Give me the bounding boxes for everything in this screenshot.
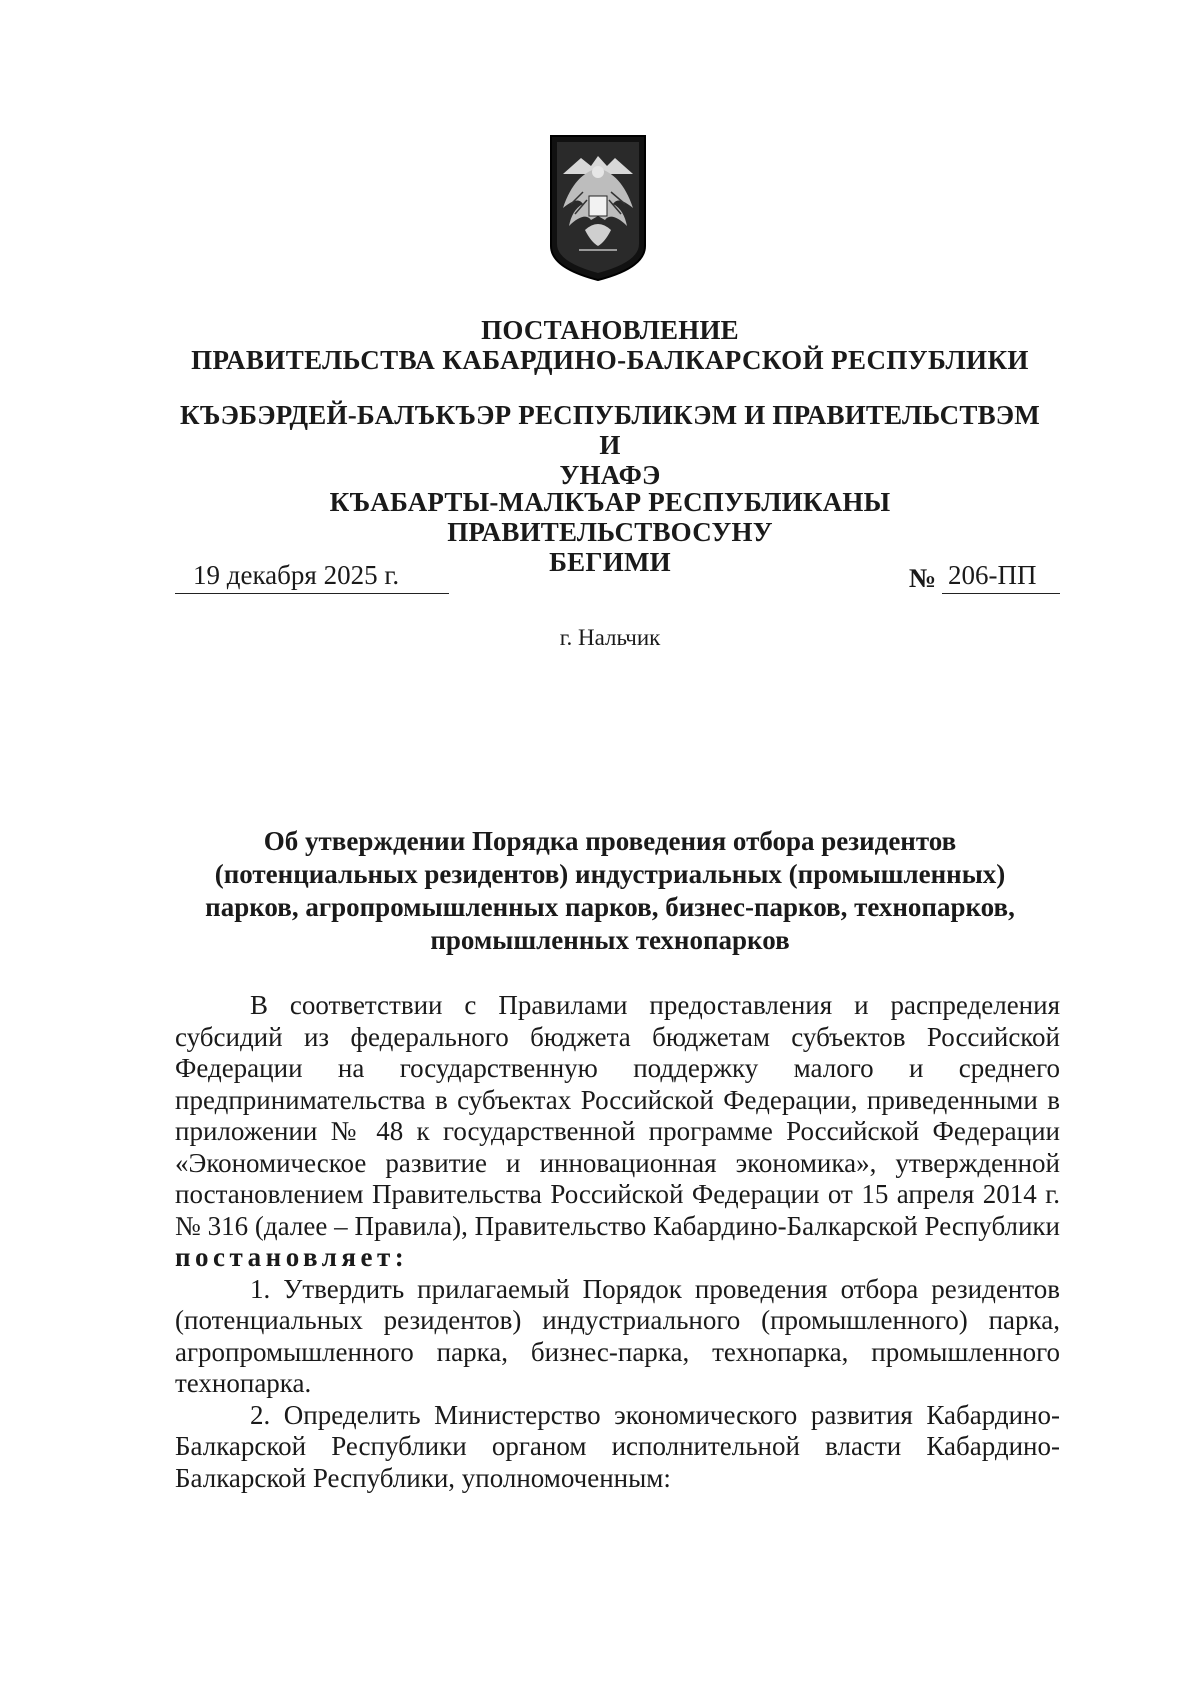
body-paragraph-preamble (175, 990, 1060, 1274)
body-paragraph-item-1: 1. Утвердить прилагаемый Порядок проведения отбора резидентов (потенциальных резидентов) индустриального (промышленного) парка, агропромышленного парка, бизнес-парка, технопарка, промышленного технопарка. (175, 1273, 1060, 1398)
resolution-number-block (909, 560, 1060, 594)
resolution-heading (170, 315, 1050, 375)
kabardian-heading-line1: КЪЭБЭРДЕЙ-БАЛЪКЪЭР РЕСПУБЛИКЭМ И ПРАВИТЕЛЬСТВЭМ И (180, 400, 1040, 460)
document-title-line2: (потенциальных резидентов) индустриальных (промышленных) (214, 859, 1006, 889)
resolution-heading-line1: ПОСТАНОВЛЕНИЕ (481, 315, 739, 345)
resolution-number: 206-ПП (942, 560, 1060, 594)
document-title-line1: Об утверждении Порядка проведения отбора резидентов (263, 826, 957, 856)
kabardian-heading-line2: УНАФЭ (559, 460, 661, 490)
balkar-heading-line1: КЪАБАРТЫ-МАЛКЪАР РЕСПУБЛИКАНЫ ПРАВИТЕЛЬСТВОСУНУ (329, 487, 891, 547)
document-title (170, 825, 1050, 957)
body-paragraph-item-2: 2. Определить Министерство экономического развития Кабардино-Балкарской Республики органом исполнительной власти Кабардино-Балкарской Республики, уполномоченным: (175, 1399, 1060, 1493)
city-name: г. Нальчик (559, 625, 661, 650)
document-title-line4: промышленных технопарков (430, 925, 790, 955)
kabardian-heading (170, 400, 1050, 490)
resolves-keyword: постановляет: (175, 1242, 409, 1272)
resolution-heading-line2: ПРАВИТЕЛЬСТВА КАБАРДИНО-БАЛКАРСКОЙ РЕСПУБЛИКИ (191, 345, 1029, 375)
date-number-row (175, 560, 1060, 596)
resolution-date: 19 декабря 2025 г. (175, 560, 449, 594)
coat-of-arms-emblem (549, 134, 647, 282)
document-body (175, 990, 1060, 1494)
document-title-line3: парков, агропромышленных парков, бизнес-парков, технопарков, (205, 892, 1015, 922)
preamble-text: В соответствии с Правилами предоставления и распределения субсидий из федерального бюджета бюджетам субъектов Российской Федерации на государственную поддержку малого и среднего предпринимательства в субъектах Российской Федерации, приведенными в приложении № 48 к государственной программе Российской Федерации «Экономическое развитие и инновационная экономика», утвержденной постановлением Правительства Российской Федерации от 15 апреля 2014 г. № 316 (далее – Правила), Правительство Кабардино-Балкарской Республики (175, 990, 1060, 1241)
coat-of-arms-icon (549, 134, 647, 282)
number-sign: № (908, 563, 936, 593)
balkar-heading-line2: БЕГИМИ (549, 547, 671, 577)
